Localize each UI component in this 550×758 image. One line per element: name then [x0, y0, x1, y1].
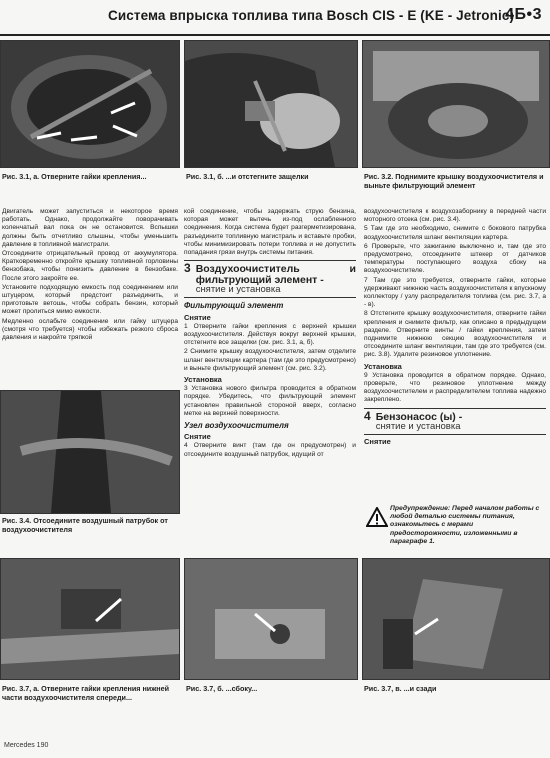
- left-column-text: [2, 208, 178, 343]
- paragraph: Двигатель может запуститься и некоторое время работать. Однако, продолжайте поворачивать коленчатый вал пока он не остановится. Вспышки должны быть отчетливо слышны, чтобы уменьшить давление в топливной магистрали.: [2, 208, 178, 248]
- subheading-removal: Снятие: [364, 436, 391, 446]
- page-title: Система впрыска топлива типа Bosch CIS - E (KE - Jetronic): [108, 8, 515, 23]
- paragraph: 9 Установка проводится в обратном порядке. Однако, проверьте, что резиновое уплотнение между воздухоочистителем и распределителем топлива надежно закреплено.: [364, 371, 546, 404]
- subheading-install: Установка: [184, 375, 222, 385]
- paragraph: Установите подходящую емкость под соединением или штуцером, который предстоит разъединить, и приготовьте ветошь, чтобы собрать бензин, который может пролиться мимо емкости.: [2, 283, 178, 316]
- section-4-heading: [364, 408, 546, 432]
- right-column-text: [364, 208, 546, 447]
- paragraph: Медленно ослабьте соединение или гайку штуцера (смотря что требуется) чтобы избежать резкого сброса давления и накройте тряпкой: [2, 317, 178, 342]
- paragraph: 6 Проверьте, что зажигание выключено и, там где это предусмотрено, отсоедините штекер от датчиков температуры поступающего воздуха сбоку на воздухоочистителе.: [364, 242, 546, 275]
- paragraph: 8 Отстегните крышку воздухоочистителя, отверните гайки крепления и снимите фильтр, как описано в предыдущем разделе. Отверните винты / гайки крепления, затем поднимите нижнюю секцию воздухоочистителя и отсоедините шланг вентиляции, там где это требуется (см. рис. 3.8). Удалите резиновое уплотнение.: [364, 310, 546, 359]
- caption-3-1a: Рис. 3.1, а. Отверните гайки крепления...: [2, 172, 147, 181]
- section-title: Бензонасос (ы) -: [375, 410, 463, 423]
- warning-text: Предупреждение: Перед началом работы с любой деталью системы питания, ознакомьтесь с мерами предосторожности, изложенными в параграфе 1.: [390, 505, 540, 545]
- page-header: [0, 0, 550, 36]
- section-divider: [184, 260, 356, 261]
- section-number: 3: [184, 261, 191, 276]
- caption-3-7a: Рис. 3.7, а. Отверните гайки крепления нижней части воздухоочистителя спереди...: [2, 684, 170, 702]
- section-title: Воздухоочиститель и фильтрующий элемент -: [195, 263, 356, 287]
- paragraph: 2 Снимите крышку воздухоочистителя, затем отделите шланг вентиляции картера (там где это предусмотрено) и выньте фильтрующий элемент (см. рис. 3.2).: [184, 348, 356, 372]
- page-footer: Mercedes 190: [4, 742, 49, 749]
- paragraph: 7 Там где это требуется, отверните гайки, которые удерживают нижнюю часть воздухоочистителя к впускному коллектору / узлу распределителя топлива (см. рис. 3.7, а - в).: [364, 276, 546, 309]
- section-subtitle: снятие и установка: [375, 420, 461, 432]
- paragraph: 3 Установка нового фильтра проводится в обратном порядке. Убедитесь, что фильтрующий элемент установлен правильной стороной вверх, согласно метке на верхней поверхности.: [184, 385, 356, 417]
- photo-3-7a: [0, 558, 180, 680]
- caption-3-2: Рис. 3.2. Поднимите крышку воздухоочистителя и выньте фильтрующий элемент: [364, 172, 544, 190]
- page-number: 4Б•3: [505, 6, 542, 23]
- paragraph: 4 Отверните винт (там где он предусмотрен) и отсоедините воздушный патрубок, идущий от: [184, 442, 356, 458]
- photo-3-2: [362, 40, 550, 168]
- photo-3-4: [0, 390, 180, 514]
- section-divider: [364, 434, 546, 435]
- subheading-removal: Снятие: [184, 312, 211, 322]
- warning-icon: [366, 507, 388, 527]
- subsection-title: Фильтрующий элемент: [184, 301, 284, 311]
- middle-column-text: [184, 208, 356, 460]
- photo-3-1a: [0, 40, 180, 168]
- subheading-removal: Снятие: [184, 432, 211, 442]
- section-number: 4: [364, 408, 371, 423]
- photo-3-1b: [184, 40, 358, 168]
- photo-3-7b: [184, 558, 358, 680]
- caption-3-1b: Рис. 3.1, б. ...и отстегните защелки: [186, 172, 309, 181]
- caption-3-7b: Рис. 3.7, б. ...сбоку...: [186, 684, 258, 693]
- section-subtitle: снятие и установка: [195, 284, 281, 296]
- paragraph: воздухоочистителя к воздухозаборнику в передней части моторного отсека (см. рис. 3.4).: [364, 208, 546, 224]
- section-divider: [184, 297, 356, 298]
- subheading-install: Установка: [364, 361, 402, 371]
- paragraph: Отсоедините отрицательный провод от аккумулятора. Кратковременно откройте крышку топливной горловины бензобака, чтобы понизить давление в бензобаке. После этого закройте ее.: [2, 250, 178, 282]
- photo-3-7c: [362, 558, 550, 680]
- paragraph: 1 Отверните гайки крепления с верхней крышки воздухоочистителя. Действуя вокруг верхней крышки, отстегните все защелки (см. рис. 3.1, а, б).: [184, 322, 356, 347]
- paragraph: кой соединение, чтобы задержать струю бензина, которая может вытечь из-под ослабленного соединения. Когда система будет разгерметизирована, разъедините топливную магистраль и вставьте пробки, чтобы минимизировать потери топлива и не допустить попадания грязи внутрь системы питания.: [184, 208, 356, 257]
- paragraph: 5 Там где это необходимо, снимите с бокового патрубка воздухоочистителя шланг вентиляции картера.: [364, 225, 546, 241]
- subsection-title: Узел воздухоочистителя: [184, 421, 289, 431]
- caption-3-4: Рис. 3.4. Отсоедините воздушный патрубок от воздухоочистителя: [2, 516, 168, 534]
- section-3-heading: [184, 261, 356, 296]
- section-divider: [364, 408, 546, 409]
- caption-3-7c: Рис. 3.7, в. ...и сзади: [364, 684, 437, 693]
